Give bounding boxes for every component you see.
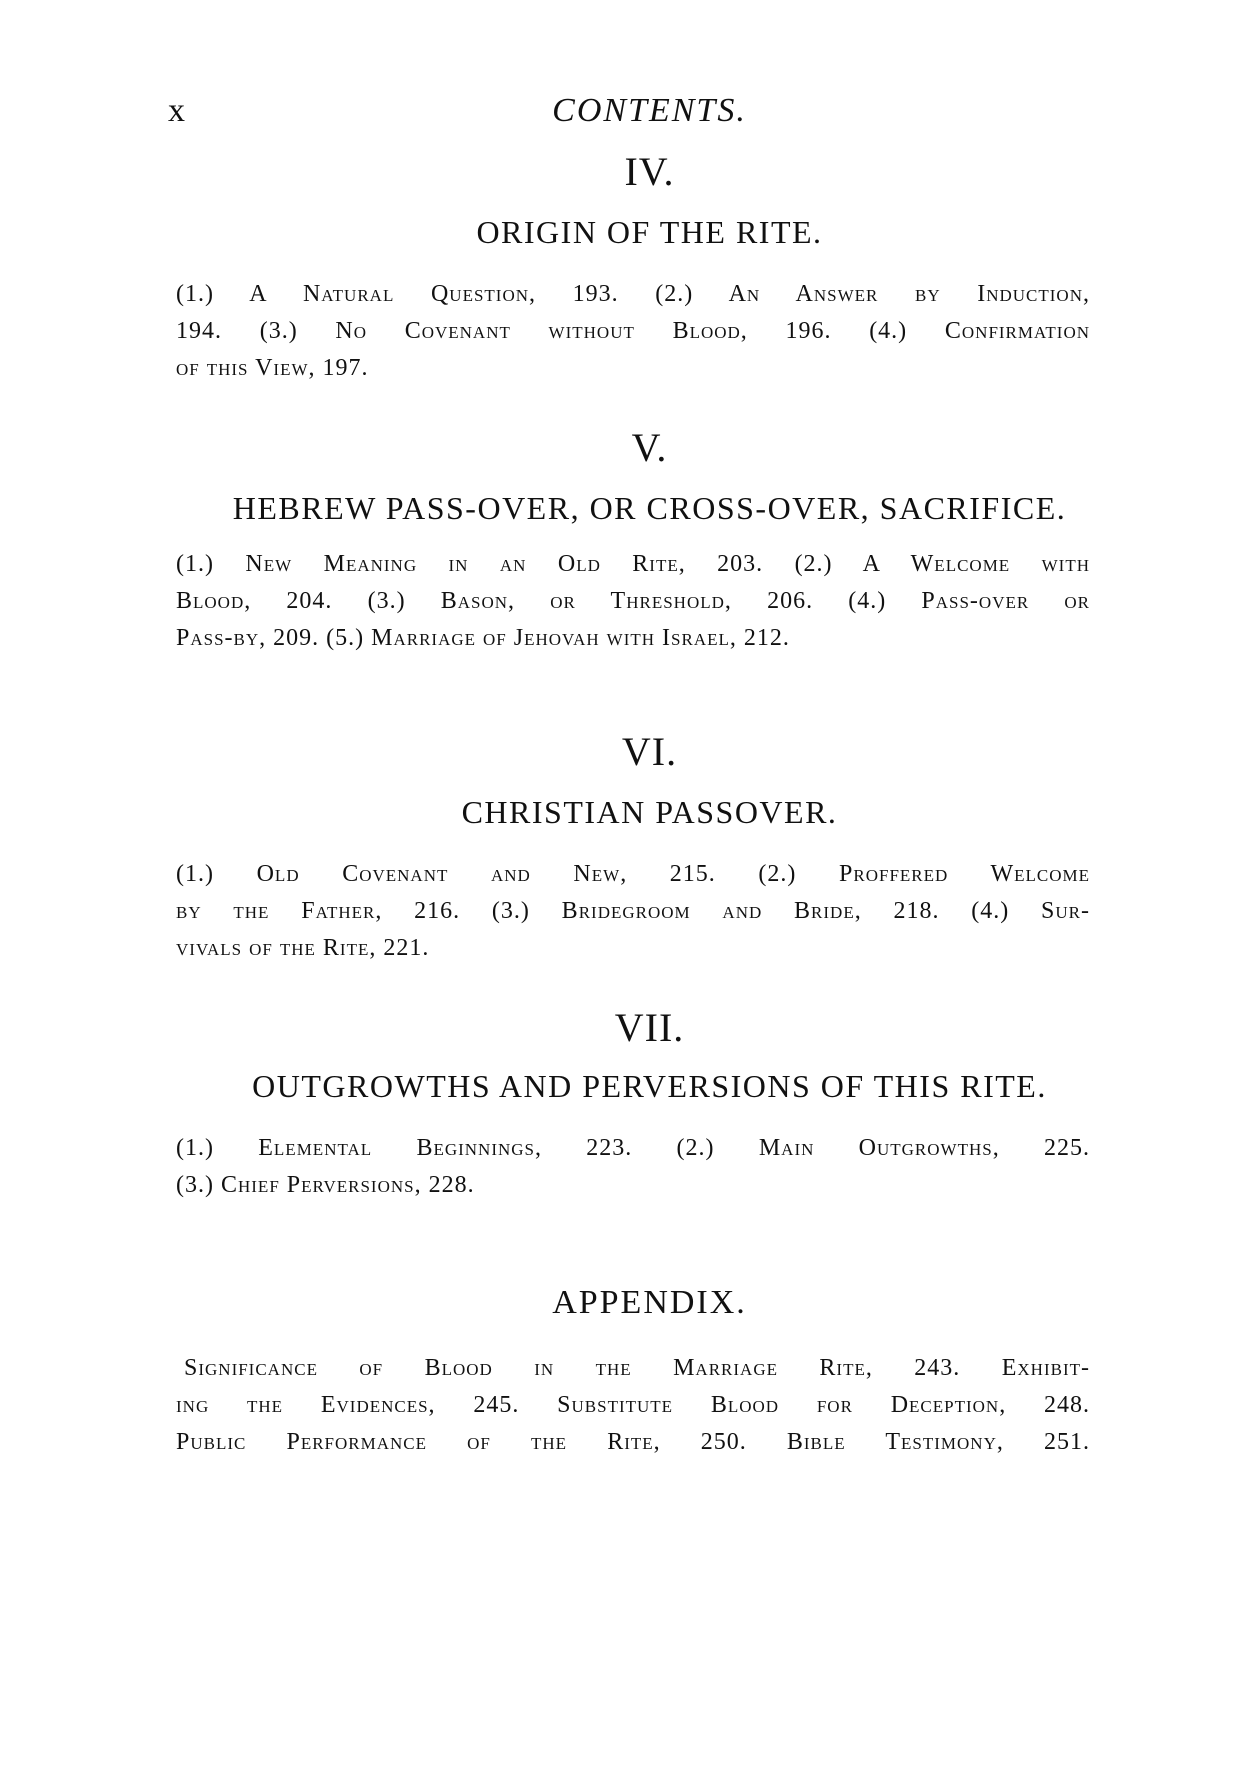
section-numeral-vi: VI. xyxy=(621,729,678,774)
section-numeral-iv: IV. xyxy=(624,149,675,194)
entry-line: (3.) Chief Perversions, 228. xyxy=(176,1172,475,1198)
entry-line: of this View, 197. xyxy=(176,355,369,381)
section-entries-vii xyxy=(176,1130,1090,1204)
entry-line: Public Performance of the Rite, 250. Bible Testimony, 251. xyxy=(176,1429,1090,1455)
entry-line: ing the Evidences, 245. Substitute Blood for Deception, 248. xyxy=(176,1392,1090,1418)
entry-line: by the Father, 216. (3.) Bridegroom and Bride, 218. (4.) Sur- xyxy=(176,898,1090,924)
appendix-entries xyxy=(176,1350,1090,1461)
section-numeral-vii: VII. xyxy=(614,1005,685,1050)
section-entries-iv xyxy=(176,276,1090,387)
entry-line: Blood, 204. (3.) Bason, or Threshold, 206. (4.) Pass-over or xyxy=(176,588,1090,614)
section-title-iv: ORIGIN OF THE RITE. xyxy=(476,214,823,250)
section-title-vii: OUTGROWTHS AND PERVERSIONS OF THIS RITE. xyxy=(252,1068,1047,1104)
entry-line: (1.) A Natural Question, 193. (2.) An Answer by Induction, xyxy=(176,281,1090,307)
appendix-title: APPENDIX. xyxy=(552,1284,747,1321)
entry-line: (1.) Old Covenant and New, 215. (2.) Proffered Welcome xyxy=(176,861,1090,887)
entry-line: 194. (3.) No Covenant without Blood, 196. (4.) Confirmation xyxy=(176,318,1090,344)
entry-line: Pass-by, 209. (5.) Marriage of Jehovah with Israel, 212. xyxy=(176,625,790,651)
entry-line: (1.) Elemental Beginnings, 223. (2.) Main Outgrowths, 225. xyxy=(176,1135,1090,1161)
section-entries-v xyxy=(176,546,1090,657)
section-entries-vi xyxy=(176,856,1090,967)
section-title-vi: CHRISTIAN PASSOVER. xyxy=(461,794,838,830)
page-folio: x xyxy=(168,92,186,129)
section-title-v: HEBREW PASS-OVER, OR CROSS-OVER, SACRIFICE. xyxy=(232,490,1067,526)
section-numeral-v: V. xyxy=(631,425,668,470)
entry-line: Significance of Blood in the Marriage Rite, 243. Exhibit- xyxy=(184,1355,1090,1381)
entry-line: (1.) New Meaning in an Old Rite, 203. (2.) A Welcome with xyxy=(176,551,1090,577)
entry-line: vivals of the Rite, 221. xyxy=(176,935,430,961)
running-title: CONTENTS. xyxy=(552,92,747,129)
